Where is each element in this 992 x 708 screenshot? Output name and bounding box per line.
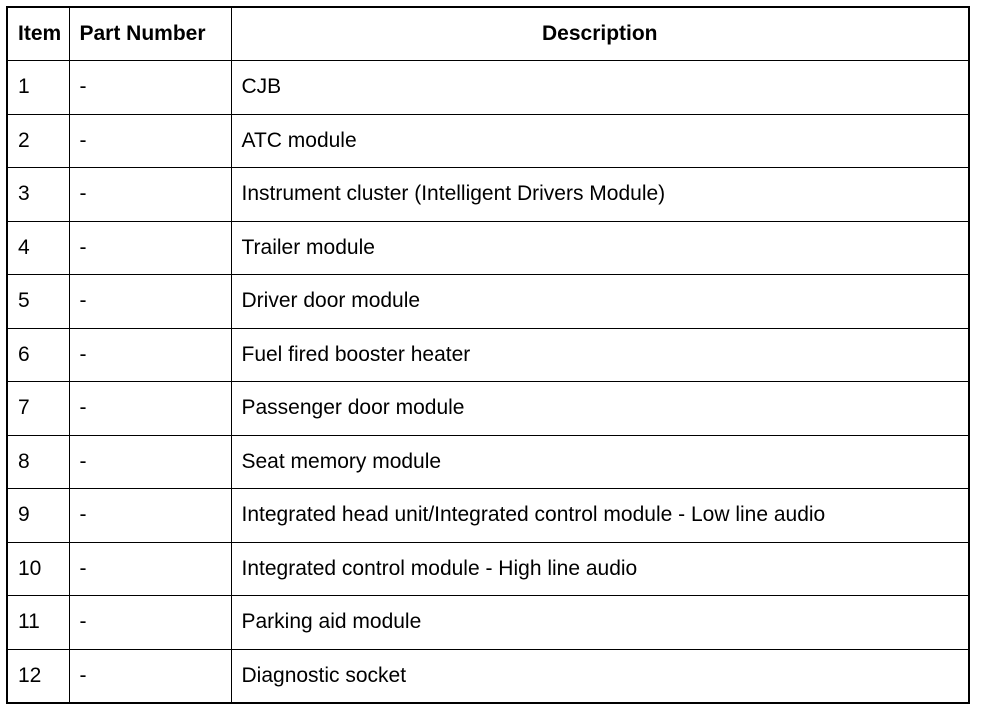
item-cell: 11	[7, 596, 69, 650]
table-body	[7, 61, 969, 704]
description-cell: CJB	[231, 61, 969, 115]
table-row	[7, 114, 969, 168]
header-item: Item	[7, 7, 69, 61]
header-description: Description	[231, 7, 969, 61]
item-cell: 8	[7, 435, 69, 489]
part-number-cell: -	[69, 382, 231, 436]
table-row	[7, 489, 969, 543]
part-number-cell: -	[69, 649, 231, 703]
part-number-cell: -	[69, 542, 231, 596]
part-number-cell: -	[69, 275, 231, 329]
part-number-cell: -	[69, 328, 231, 382]
part-number-cell: -	[69, 489, 231, 543]
header-row	[7, 7, 969, 61]
table-row	[7, 649, 969, 703]
description-cell: Trailer module	[231, 221, 969, 275]
item-cell: 3	[7, 168, 69, 222]
item-cell: 12	[7, 649, 69, 703]
item-cell: 5	[7, 275, 69, 329]
table-row	[7, 542, 969, 596]
table-row	[7, 328, 969, 382]
item-cell: 2	[7, 114, 69, 168]
item-cell: 10	[7, 542, 69, 596]
table-row	[7, 61, 969, 115]
table-row	[7, 221, 969, 275]
part-number-cell: -	[69, 168, 231, 222]
part-number-cell: -	[69, 221, 231, 275]
description-cell: Instrument cluster (Intelligent Drivers Module)	[231, 168, 969, 222]
item-cell: 4	[7, 221, 69, 275]
part-number-cell: -	[69, 435, 231, 489]
description-cell: Driver door module	[231, 275, 969, 329]
description-cell: Passenger door module	[231, 382, 969, 436]
part-number-cell: -	[69, 61, 231, 115]
header-part-number: Part Number	[69, 7, 231, 61]
description-cell: ATC module	[231, 114, 969, 168]
parts-table	[6, 6, 970, 704]
description-cell: Parking aid module	[231, 596, 969, 650]
description-cell: Integrated head unit/Integrated control module - Low line audio	[231, 489, 969, 543]
description-cell: Integrated control module - High line audio	[231, 542, 969, 596]
description-cell: Fuel fired booster heater	[231, 328, 969, 382]
item-cell: 6	[7, 328, 69, 382]
table-row	[7, 435, 969, 489]
description-cell: Diagnostic socket	[231, 649, 969, 703]
part-number-cell: -	[69, 596, 231, 650]
table-row	[7, 596, 969, 650]
item-cell: 9	[7, 489, 69, 543]
description-cell: Seat memory module	[231, 435, 969, 489]
item-cell: 1	[7, 61, 69, 115]
part-number-cell: -	[69, 114, 231, 168]
table-row	[7, 168, 969, 222]
table-row	[7, 382, 969, 436]
table-header	[7, 7, 969, 61]
table-row	[7, 275, 969, 329]
item-cell: 7	[7, 382, 69, 436]
